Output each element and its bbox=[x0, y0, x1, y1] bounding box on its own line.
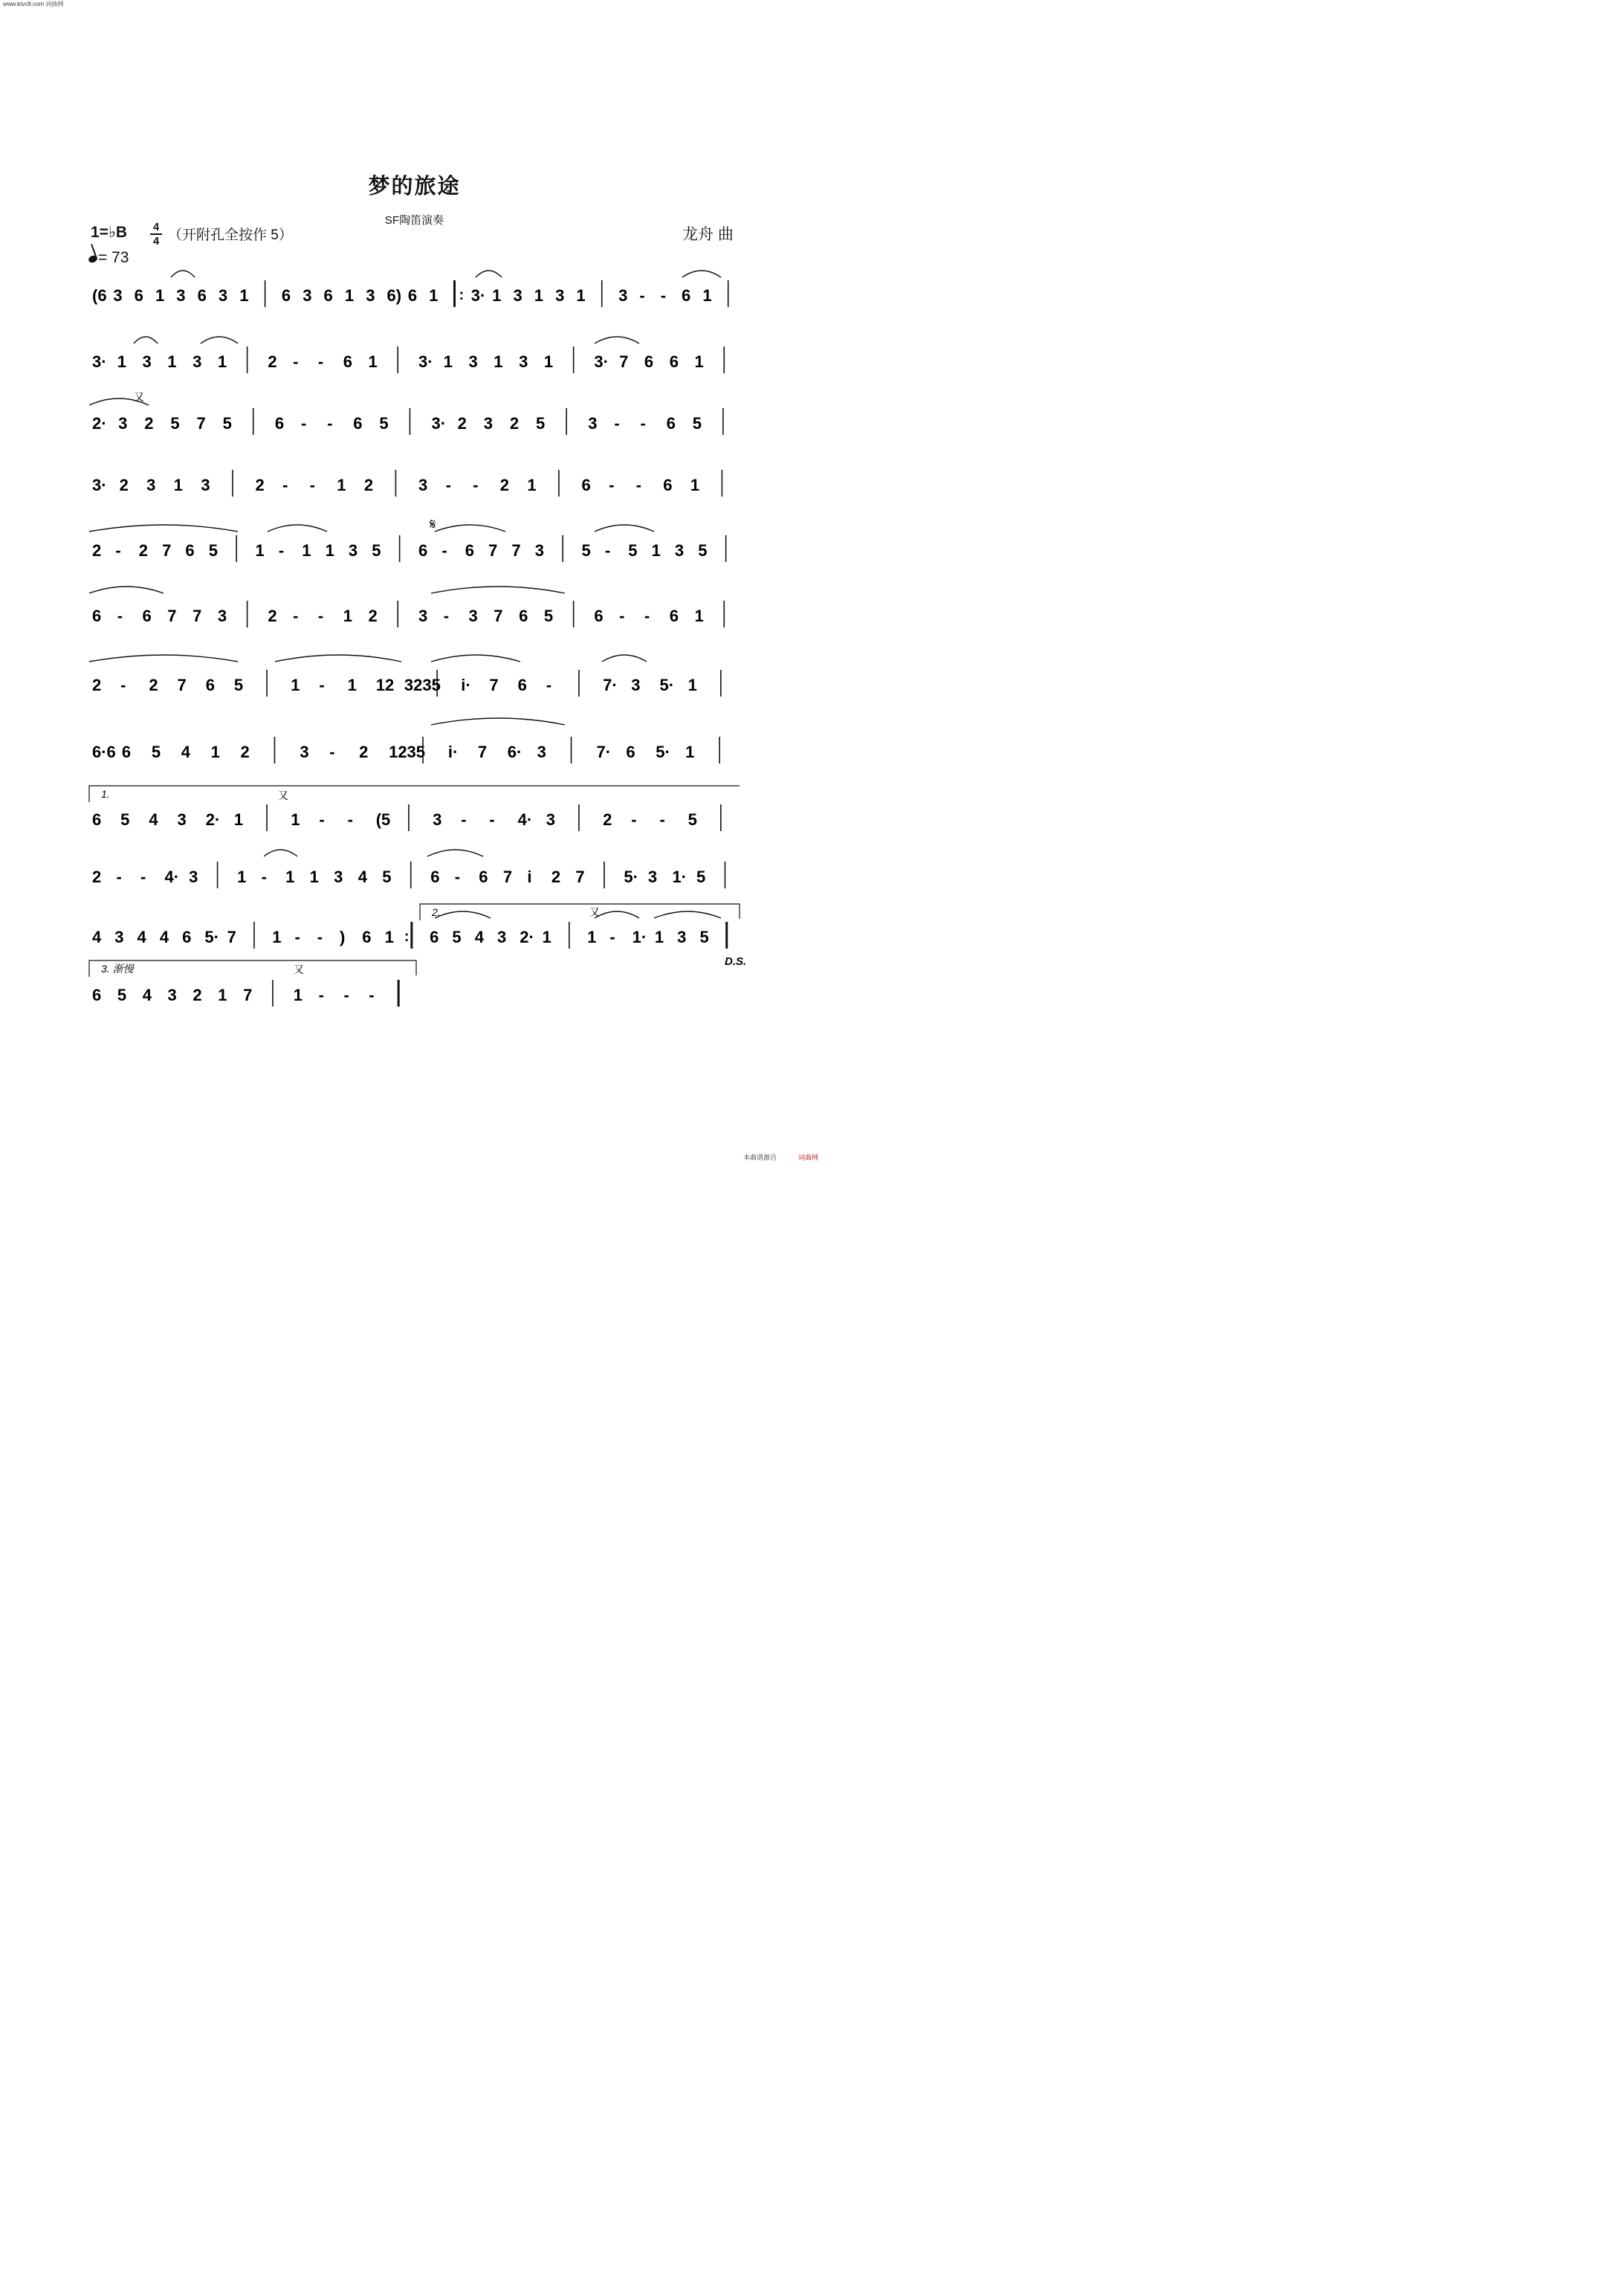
notation-token: 1 bbox=[272, 928, 282, 946]
notation-token: 5· bbox=[204, 928, 219, 946]
slur bbox=[268, 525, 327, 532]
notation-token: 3 bbox=[142, 352, 152, 371]
notation-token: - bbox=[294, 928, 300, 946]
notation-token: - bbox=[317, 352, 324, 371]
notation-token: - bbox=[278, 541, 285, 560]
notation-token: 1 bbox=[576, 286, 586, 305]
notation-token: 2 bbox=[92, 868, 102, 886]
notation-token: 1 bbox=[291, 810, 300, 829]
notation-token: 1 bbox=[344, 286, 355, 305]
notation-token: - bbox=[120, 676, 126, 694]
score-marks bbox=[0, 0, 829, 1165]
notation-token: 6 bbox=[182, 928, 192, 946]
notation-token: 6 bbox=[479, 868, 488, 886]
notation-token: 5 bbox=[699, 928, 709, 946]
notation-token: 6 bbox=[92, 810, 102, 829]
notation-token: - bbox=[369, 986, 375, 1004]
notation-token: 6 bbox=[185, 541, 195, 560]
volta-label: 3. 渐慢 bbox=[101, 963, 134, 975]
notation-token: 6 bbox=[581, 476, 591, 494]
notation-token: 3 bbox=[418, 607, 428, 625]
notation-token: - bbox=[329, 743, 335, 761]
notation-token: 3 bbox=[418, 476, 428, 494]
notation-token: 6 bbox=[121, 743, 132, 761]
notation-token: 1 bbox=[384, 928, 394, 946]
notation-token: 6 bbox=[669, 607, 679, 625]
notation-token: 5 bbox=[117, 986, 127, 1004]
notation-token: ) bbox=[340, 928, 346, 946]
notation-token: 6 bbox=[134, 286, 143, 305]
notation-token: 6) bbox=[386, 286, 402, 305]
notation-token: 1 bbox=[688, 676, 697, 694]
notation-token: 6· bbox=[507, 743, 523, 761]
notation-token: 1 bbox=[368, 352, 378, 371]
tempo-value: = 73 bbox=[98, 249, 129, 266]
notation-token: - bbox=[318, 986, 324, 1004]
notation-token: 2 bbox=[240, 743, 250, 761]
notation-token: 1 bbox=[167, 352, 177, 371]
notation-token: 3 bbox=[217, 607, 227, 625]
notation-token: 3 bbox=[433, 810, 442, 829]
notation-token: 1 bbox=[492, 286, 502, 305]
notation-token: 3 bbox=[176, 286, 186, 305]
notation-token: 1 bbox=[325, 541, 334, 560]
slur bbox=[134, 337, 158, 343]
slur bbox=[595, 525, 654, 532]
notation-token: 5 bbox=[536, 414, 546, 433]
notation-token: 7 bbox=[502, 868, 513, 886]
notation-token: 5· bbox=[656, 743, 670, 761]
notation-token: 3 bbox=[537, 743, 546, 761]
notation-token: - bbox=[309, 476, 315, 494]
notation-token: i bbox=[527, 868, 532, 886]
notation-token: 1 bbox=[293, 986, 303, 1004]
notation-token: - bbox=[293, 607, 299, 625]
notation-token: 5· bbox=[624, 868, 638, 886]
notation-token: 3 bbox=[189, 868, 198, 886]
volta-bracket bbox=[89, 960, 416, 977]
notation-token: 3· bbox=[594, 352, 609, 371]
notation-token: 1 bbox=[237, 868, 247, 886]
notation-token: 1 bbox=[694, 607, 704, 625]
notation-token: 1 bbox=[155, 286, 165, 305]
notation-token: 1 bbox=[694, 352, 704, 371]
notation-token: 2 bbox=[509, 414, 520, 433]
notation-token: 2 bbox=[368, 607, 378, 625]
slur bbox=[595, 337, 639, 343]
notation-token: 1 bbox=[542, 928, 551, 946]
slur bbox=[435, 525, 505, 532]
notation-token: 5 bbox=[581, 541, 591, 560]
notation-token: 6 bbox=[92, 986, 102, 1004]
score-body bbox=[0, 0, 829, 1165]
slur bbox=[682, 271, 721, 277]
slur bbox=[654, 911, 721, 918]
notation-token: 4· bbox=[517, 810, 533, 829]
ornament-mark: 又 bbox=[278, 789, 288, 801]
notation-token: - bbox=[282, 476, 288, 494]
notation-token: 2 bbox=[268, 607, 277, 625]
fingering-note: （开附孔全按作 5） bbox=[168, 227, 293, 243]
notation-token: - bbox=[441, 541, 447, 560]
notation-token: 3 bbox=[300, 743, 309, 761]
notation-token: 3 bbox=[546, 810, 556, 829]
notation-token: 3 bbox=[303, 286, 312, 305]
notation-token: 3 bbox=[496, 928, 507, 946]
notation-token: 5 bbox=[151, 743, 161, 761]
notation-token: - bbox=[604, 541, 611, 560]
composer: 龙舟 曲 bbox=[682, 226, 734, 243]
notation-token: 1 bbox=[233, 810, 244, 829]
notation-token: 7 bbox=[494, 607, 503, 625]
notation-token: 5 bbox=[628, 541, 638, 560]
notation-token: - bbox=[640, 414, 646, 433]
notation-token: 5 bbox=[170, 414, 180, 433]
notation-token: 3 bbox=[468, 607, 478, 625]
repeat-dots: : bbox=[404, 929, 410, 945]
notation-token: 6 bbox=[666, 414, 676, 433]
slur bbox=[171, 271, 195, 277]
notation-token: 1 bbox=[210, 743, 220, 761]
slur bbox=[595, 911, 639, 918]
notation-token: 5 bbox=[379, 414, 389, 433]
notation-token: 4 bbox=[142, 986, 152, 1004]
notation-token: 1 bbox=[285, 868, 295, 886]
notation-token: 1 bbox=[309, 868, 319, 886]
ornament-mark: 又 bbox=[589, 906, 600, 918]
notation-token: - bbox=[115, 541, 121, 560]
notation-token: - bbox=[461, 810, 467, 829]
notation-token: 7 bbox=[575, 868, 585, 886]
notation-token: 5 bbox=[688, 810, 697, 829]
footer-site: 词曲网 bbox=[798, 1154, 818, 1161]
key-signature: 1=♭B bbox=[91, 224, 128, 241]
slur bbox=[435, 911, 491, 918]
notation-token: - bbox=[317, 607, 324, 625]
slur bbox=[89, 655, 238, 662]
notation-token: 2 bbox=[119, 476, 129, 494]
notation-token: 3· bbox=[418, 352, 433, 371]
notation-token: 7 bbox=[167, 607, 177, 625]
meter-bottom: 4 bbox=[150, 233, 162, 248]
notation-token: 1235 bbox=[389, 743, 426, 761]
volta-label: 1. bbox=[101, 788, 110, 800]
notation-token: - bbox=[660, 286, 667, 305]
notation-token: 4 bbox=[474, 928, 484, 946]
notation-token: 6 bbox=[594, 607, 604, 625]
notation-token: 3 bbox=[677, 928, 687, 946]
notation-token: 5 bbox=[222, 414, 232, 433]
notation-token: 3 bbox=[118, 414, 128, 433]
slur bbox=[431, 587, 565, 593]
notation-token: 3 bbox=[483, 414, 494, 433]
notation-token: 4 bbox=[181, 743, 190, 761]
notation-token: 3 bbox=[647, 868, 658, 886]
notation-token: 1 bbox=[429, 286, 439, 305]
notation-token: 1 bbox=[443, 352, 453, 371]
notation-token: i· bbox=[461, 676, 471, 694]
notation-token: 6 bbox=[197, 286, 207, 305]
notation-token: 2 bbox=[268, 352, 277, 371]
notation-token: 1 bbox=[587, 928, 597, 946]
notation-token: 5 bbox=[382, 868, 392, 886]
volta-label: 2. bbox=[432, 906, 441, 918]
notation-token: 5 bbox=[692, 414, 702, 433]
notation-token: 3235 bbox=[404, 676, 441, 694]
ornament-mark: 又 bbox=[134, 391, 144, 403]
notation-token: 1 bbox=[255, 541, 265, 560]
notation-token: 2 bbox=[255, 476, 265, 494]
notation-token: 6 bbox=[669, 352, 679, 371]
notation-token: 7 bbox=[489, 676, 499, 694]
notation-token: 5 bbox=[698, 541, 708, 560]
notation-token: - bbox=[619, 607, 625, 625]
notation-token: 1 bbox=[527, 476, 537, 494]
notation-token: 2 bbox=[603, 810, 612, 829]
notation-token: 3 bbox=[348, 541, 358, 560]
slur bbox=[201, 337, 238, 343]
notation-token: 3 bbox=[534, 541, 545, 560]
slur bbox=[431, 655, 520, 662]
notation-token: 3· bbox=[431, 414, 447, 433]
notation-token: 4 bbox=[159, 928, 169, 946]
notation-token: 1 bbox=[651, 541, 661, 560]
notation-token: 2 bbox=[363, 476, 374, 494]
notation-token: i· bbox=[447, 743, 459, 761]
notation-token: 4 bbox=[92, 928, 102, 946]
notation-token: 1 bbox=[347, 676, 357, 694]
ds-marking: D.S. bbox=[725, 955, 747, 968]
slur bbox=[476, 271, 502, 277]
notation-token: - bbox=[445, 476, 451, 494]
site-watermark: www.ktvc8.com 词曲网 bbox=[3, 1, 64, 7]
notation-token: - bbox=[489, 810, 495, 829]
notation-token: 3 bbox=[334, 868, 343, 886]
notation-token: 6 bbox=[323, 286, 333, 305]
notation-token: 3 bbox=[519, 352, 528, 371]
notation-token: - bbox=[300, 414, 307, 433]
notation-token: - bbox=[116, 868, 122, 886]
notation-token: 1 bbox=[534, 286, 544, 305]
meter-top: 4 bbox=[152, 221, 160, 233]
notation-token: 5 bbox=[120, 810, 130, 829]
notation-token: 2 bbox=[457, 414, 467, 433]
notation-token: 1 bbox=[291, 676, 300, 694]
notation-token: 5 bbox=[696, 868, 706, 886]
notation-token: 7 bbox=[488, 541, 498, 560]
notation-token: 3 bbox=[177, 810, 187, 829]
slur bbox=[427, 850, 483, 856]
notation-token: 2 bbox=[193, 986, 202, 1004]
notation-token: - bbox=[261, 868, 267, 886]
notation-token: 6 bbox=[142, 607, 152, 625]
notation-token: 3 bbox=[513, 286, 523, 305]
notation-token: 6 bbox=[418, 541, 428, 560]
notation-token: 5· bbox=[659, 676, 675, 694]
notation-token: 3· bbox=[92, 352, 107, 371]
notation-token: 6 bbox=[682, 286, 691, 305]
notation-token: 1 bbox=[337, 476, 346, 494]
notation-token: - bbox=[117, 607, 123, 625]
notation-token: 2 bbox=[499, 476, 509, 494]
notation-token: 3 bbox=[193, 352, 202, 371]
notation-token: 6 bbox=[644, 352, 654, 371]
repeat-dots: : bbox=[459, 287, 465, 303]
notation-token: 2· bbox=[92, 414, 107, 433]
notation-token: 3 bbox=[468, 352, 478, 371]
notation-token: 6 bbox=[92, 607, 102, 625]
notation-token: 3 bbox=[201, 476, 210, 494]
notation-token: 1 bbox=[685, 743, 695, 761]
notation-token: 3 bbox=[113, 286, 123, 305]
notation-token: 5 bbox=[233, 676, 244, 694]
notation-token: 1· bbox=[632, 928, 647, 946]
notation-token: 3 bbox=[588, 414, 598, 433]
notation-token: 6 bbox=[663, 476, 673, 494]
notation-token: 2 bbox=[359, 743, 369, 761]
notation-token: 6 bbox=[430, 868, 440, 886]
notation-token: 7 bbox=[196, 414, 206, 433]
notation-token: - bbox=[614, 414, 620, 433]
notation-token: 2· bbox=[520, 928, 534, 946]
slur bbox=[264, 850, 297, 856]
notation-token: 1 bbox=[494, 352, 503, 371]
score-title: 梦的旅途 bbox=[368, 175, 461, 198]
notation-token: - bbox=[327, 414, 333, 433]
notation-token: - bbox=[609, 476, 615, 494]
notation-token: 1 bbox=[117, 352, 127, 371]
notation-token: 6 bbox=[281, 286, 291, 305]
notation-token: 1 bbox=[217, 352, 227, 371]
notation-token: 6 bbox=[205, 676, 215, 694]
notation-token: 6 bbox=[465, 541, 474, 560]
notation-token: 3· bbox=[470, 286, 486, 305]
notation-token: 1 bbox=[302, 541, 311, 560]
notation-token: 7 bbox=[243, 986, 253, 1004]
notation-token: 1 bbox=[543, 352, 554, 371]
notation-token: 2 bbox=[92, 541, 102, 560]
notation-token: 7 bbox=[227, 928, 236, 946]
notation-token: 1· bbox=[672, 868, 688, 886]
notation-token: 3 bbox=[618, 286, 628, 305]
notation-token: 2 bbox=[551, 868, 561, 886]
notation-token: 4 bbox=[358, 868, 367, 886]
notation-token: 6 bbox=[626, 743, 635, 761]
notation-token: 7 bbox=[193, 607, 202, 625]
notation-token: 6 bbox=[430, 928, 439, 946]
notation-token: 6 bbox=[517, 676, 527, 694]
notation-token: 12 bbox=[375, 676, 395, 694]
slur bbox=[431, 718, 565, 725]
notation-token: 2· bbox=[205, 810, 221, 829]
notation-token: 1 bbox=[343, 607, 352, 625]
notation-token: 1 bbox=[173, 476, 183, 494]
notation-token: 2 bbox=[149, 676, 158, 694]
notation-token: 3 bbox=[555, 286, 565, 305]
notation-token: - bbox=[659, 810, 665, 829]
notation-token: 3 bbox=[366, 286, 375, 305]
notation-token: 6 bbox=[519, 607, 528, 625]
footer-source: 本曲谱源自 bbox=[743, 1154, 777, 1161]
notation-token: 3 bbox=[146, 476, 156, 494]
notation-token: 7· bbox=[596, 743, 612, 761]
notation-token: 7 bbox=[177, 676, 187, 694]
notation-token: 7 bbox=[477, 743, 488, 761]
notation-token: 1 bbox=[218, 986, 227, 1004]
slur bbox=[275, 655, 401, 662]
notation-token: 4· bbox=[164, 868, 180, 886]
notation-token: 2 bbox=[144, 414, 154, 433]
notation-token: 3 bbox=[114, 928, 124, 946]
notation-token: 6 bbox=[353, 414, 363, 433]
ornament-mark: 又 bbox=[294, 963, 304, 975]
slur bbox=[89, 525, 238, 532]
notation-token: 4 bbox=[137, 928, 146, 946]
notation-token: 6 bbox=[274, 414, 285, 433]
slur bbox=[602, 655, 647, 662]
notation-token: 4 bbox=[149, 810, 158, 829]
notation-token: (6 bbox=[92, 286, 107, 305]
notation-token: 1 bbox=[702, 286, 712, 305]
notation-token: - bbox=[319, 676, 325, 694]
notation-token: 2 bbox=[138, 541, 148, 560]
notation-token: - bbox=[644, 607, 650, 625]
notation-token: 5 bbox=[543, 607, 554, 625]
notation-token: (5 bbox=[375, 810, 391, 829]
notation-token: 3 bbox=[674, 541, 685, 560]
notation-token: 6 bbox=[343, 352, 352, 371]
notation-token: 7 bbox=[619, 352, 629, 371]
segno-sign: 𝄋 bbox=[430, 517, 436, 533]
notation-token: 3 bbox=[167, 986, 177, 1004]
notation-token: - bbox=[443, 607, 450, 625]
notation-token: - bbox=[317, 928, 323, 946]
notation-token: 6·6 bbox=[92, 743, 116, 761]
notation-token: 5 bbox=[208, 541, 219, 560]
notation-token: - bbox=[140, 868, 146, 886]
notation-token: 3 bbox=[631, 676, 641, 694]
notation-token: - bbox=[609, 928, 615, 946]
notation-token: 7 bbox=[511, 541, 521, 560]
notation-token: - bbox=[343, 986, 349, 1004]
notation-token: - bbox=[546, 676, 552, 694]
notation-token: - bbox=[293, 352, 299, 371]
volta-bracket bbox=[89, 786, 740, 802]
notation-token: - bbox=[473, 476, 479, 494]
score-subtitle: SF陶笛演奏 bbox=[384, 214, 444, 227]
notation-token: 6 bbox=[407, 286, 418, 305]
notation-token: 1 bbox=[654, 928, 664, 946]
notation-token: - bbox=[347, 810, 353, 829]
notation-token: 7 bbox=[162, 541, 172, 560]
notation-token: 1 bbox=[690, 476, 700, 494]
notation-token: 6 bbox=[362, 928, 372, 946]
notation-token: - bbox=[635, 476, 641, 494]
notation-token: 2 bbox=[92, 676, 102, 694]
notation-token: 1 bbox=[239, 286, 249, 305]
notation-token: 5 bbox=[372, 541, 381, 560]
notation-token: - bbox=[639, 286, 645, 305]
notation-token: 3· bbox=[92, 476, 107, 494]
slur bbox=[89, 587, 164, 593]
notation-token: 5 bbox=[452, 928, 462, 946]
notation-token: - bbox=[631, 810, 637, 829]
notation-token: - bbox=[319, 810, 325, 829]
notation-token: 7· bbox=[603, 676, 618, 694]
notation-token: 3 bbox=[218, 286, 228, 305]
notation-token: - bbox=[454, 868, 461, 886]
